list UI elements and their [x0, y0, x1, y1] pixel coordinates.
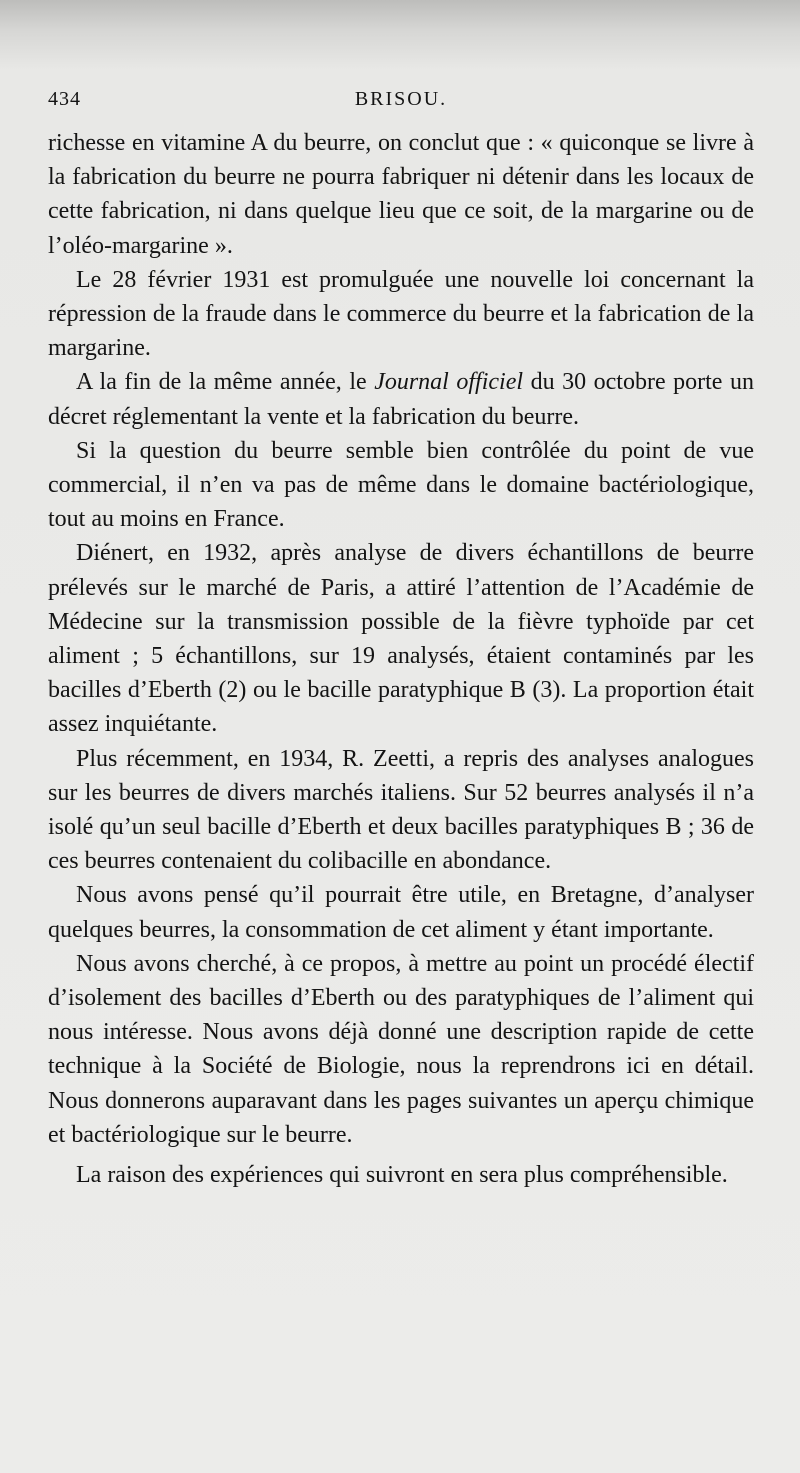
paragraph-9: La raison des expériences qui suivront en sera plus compréhensible. — [76, 1162, 728, 1189]
page-number: 434 — [48, 88, 81, 110]
paragraph-8: Nous avons cherché, à ce propos, à mettre au point un procédé électif d’isolement des bacilles d’Eberth ou des paratyphiques de l’aliment qui nous intéresse. Nous avons déjà donné une description rapide de cette technique à la Société de Biologie, nous la reprendrons ici en détail. Nous donnerons auparavant dans les pages suivantes un aperçu chimique et bactériologique sur le beurre. — [48, 950, 754, 1148]
body-text — [48, 126, 754, 1192]
paragraph-4: Si la question du beurre semble bien contrôlée du point de vue commercial, il n’en va pas de même dans le domaine bactériologique, tout au moins en France. — [48, 437, 754, 533]
running-head: BRISOU. — [354, 88, 448, 110]
journal-title: Journal officiel — [374, 369, 524, 396]
paragraph-7: Nous avons pensé qu’il pourrait être utile, en Bretagne, d’analyser quelques beurres, la consommation de cet aliment y étant importante. — [48, 882, 754, 943]
paragraph-3-text-start: A la fin de la même année, le — [76, 369, 375, 396]
paragraph-5: Diénert, en 1932, après analyse de divers échantillons de beurre prélevés sur le marché de Paris, a attiré l’attention de l’Académie de Médecine sur la transmission possible de la fièvre typhoïde par cet aliment ; 5 échantillons, sur 19 analysés, étaient contaminés par les bacilles d’Eberth (2) ou le bacille paratyphique B (3). La proportion était assez inquiétante. — [48, 540, 754, 738]
paragraph-2: Le 28 février 1931 est promulguée une nouvelle loi concernant la répression de la fraude dans le commerce du beurre et la fabrication de la margarine. — [48, 266, 754, 362]
page-header — [48, 88, 754, 118]
paragraph-1: richesse en vitamine A du beurre, on conclut que : « quiconque se livre à la fabrication du beurre ne pourra fabriquer ni détenir dans les locaux de cette fabrication, ni dans quelque lieu que ce soit, de la margarine ou de l’oléo-margarine ». — [48, 130, 754, 259]
paragraph-3 — [48, 365, 754, 433]
paragraph-6: Plus récemment, en 1934, R. Zeetti, a repris des analyses analogues sur les beurres de divers marchés italiens. Sur 52 beurres analysés il n’a isolé qu’un seul bacille d’Eberth et deux bacilles paratyphiques B ; 36 de ces beurres contenaient du colibacille en abondance. — [48, 745, 754, 875]
paragraph-3-text-end: du 30 octobre porte un décret réglementant la vente et la fabrication du beurre. — [48, 369, 754, 430]
